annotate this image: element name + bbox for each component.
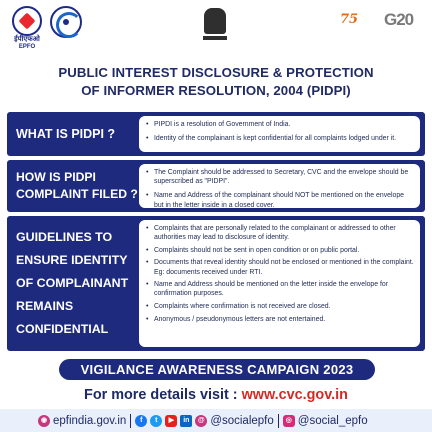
footer-website-text: epfindia.gov.in xyxy=(53,414,127,427)
section-label-line: GUIDELINES TO xyxy=(16,230,113,244)
cvc-website-link[interactable]: www.cvc.gov.in xyxy=(241,387,348,403)
linkedin-icon[interactable]: in xyxy=(180,415,192,427)
vigilance-logo-icon xyxy=(50,6,82,38)
list-item: • Name and Address should be mentioned on the letter inside the envelope for confirmation purposes. xyxy=(146,280,414,298)
visit-prefix: For more details visit : xyxy=(84,387,242,403)
footer-website[interactable] xyxy=(38,415,126,427)
section-how-is-pidpi-filed xyxy=(7,160,425,212)
list-item: • Name and Address of the complainant should NOT be mentioned on the envelope but in the letter inside in a closed cover. xyxy=(146,191,414,209)
footer-social-1-text: @socialepfo xyxy=(210,414,274,427)
facebook-icon[interactable]: f xyxy=(135,415,147,427)
list-item: • Documents that reveal identity should not be enclosed or mentioned in the complaint. Eg: documents received under RTI. xyxy=(146,258,414,276)
section-guidelines xyxy=(7,216,425,351)
list-item: • Complaints that are personally related to the complainant or addressed to other authorities may lead to disclosure of identity. xyxy=(146,224,414,242)
section-label-line: CONFIDENTIAL xyxy=(16,322,109,336)
list-item: • Anonymous / pseudonymous letters are not entertained. xyxy=(146,315,414,324)
section-label xyxy=(7,112,138,156)
section-what-is-pidpi xyxy=(7,112,425,156)
twitter-icon[interactable]: t xyxy=(150,415,162,427)
list-item: • Complaints should not be sent in open condition or on public portal. xyxy=(146,246,414,255)
section-label xyxy=(7,160,138,212)
epfo-hindi-text: ईपीएफओ xyxy=(14,36,40,43)
divider xyxy=(130,414,131,428)
globe-icon: ◉ xyxy=(38,415,50,427)
footer-social-1[interactable] xyxy=(195,415,273,427)
section-label-line: OF COMPLAINANT xyxy=(16,276,129,290)
visit-line xyxy=(0,384,432,406)
campaign-banner: VIGILANCE AWARENESS CAMPAIGN 2023 xyxy=(59,359,375,380)
at-icon: @ xyxy=(195,415,207,427)
state-emblem-icon xyxy=(202,8,228,52)
g20-text: G20 xyxy=(384,10,414,29)
instagram-icon: ◎ xyxy=(283,415,295,427)
list-item: • Complaints where confirmation is not received are closed. xyxy=(146,302,414,311)
list-item: • Identity of the complainant is kept confidential for all complaints lodged under it. xyxy=(146,134,414,143)
g20-logo xyxy=(384,10,428,40)
section-content xyxy=(139,220,420,347)
youtube-icon[interactable]: ▶ xyxy=(165,415,177,427)
footer-social-2-text: @social_epfo xyxy=(297,414,368,427)
section-label-line: ENSURE IDENTITY xyxy=(16,253,128,267)
list-item: • The Complaint should be addressed to Secretary, CVC and the envelope should be superscribed as "PIDPI". xyxy=(146,168,414,186)
section-label-line: HOW IS PIDPI xyxy=(16,170,96,184)
list-item: • PIPDI is a resolution of Government of India. xyxy=(146,120,414,129)
title-line-2: OF INFORMER RESOLUTION, 2004 (PIDPI) xyxy=(81,83,351,98)
epfo-logo xyxy=(10,6,44,50)
footer-bar xyxy=(0,409,432,432)
section-content xyxy=(139,116,420,152)
section-label xyxy=(7,216,138,351)
footer-social-2[interactable] xyxy=(283,415,368,427)
section-label-line: WHAT IS PIDPI ? xyxy=(16,126,116,141)
epfo-logo-icon xyxy=(12,6,42,36)
title-line-1: PUBLIC INTEREST DISCLOSURE & PROTECTION xyxy=(58,65,374,80)
divider xyxy=(278,414,279,428)
page-title xyxy=(0,64,432,100)
section-content xyxy=(139,164,420,208)
section-label-line: REMAINS xyxy=(16,299,74,313)
header xyxy=(0,0,432,62)
epfo-english-text: EPFO xyxy=(18,44,36,50)
azadi-ka-amrit-mahotsav-logo xyxy=(340,12,378,36)
footer-social-icons xyxy=(135,415,195,427)
azadi-number: 75 xyxy=(340,12,359,27)
section-label-line: COMPLAINT FILED ? xyxy=(16,187,138,201)
